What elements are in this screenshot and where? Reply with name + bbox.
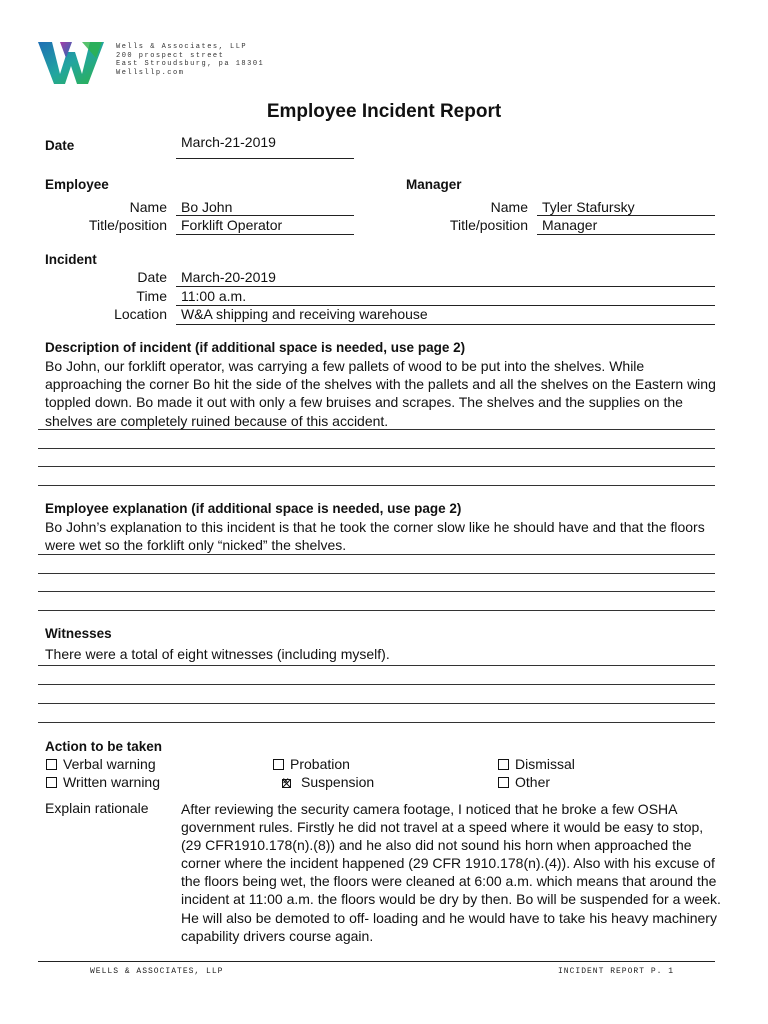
employee-title-underline [176, 234, 354, 235]
incident-date-value: March-20-2019 [181, 269, 276, 285]
witnesses-rule-3 [38, 703, 715, 704]
company-name: Wells & Associates, LLP [116, 43, 248, 51]
dismissal-checkbox[interactable] [498, 759, 509, 770]
written-warning-option[interactable] [46, 774, 160, 790]
footer-company: WELLS & ASSOCIATES, LLP [90, 967, 224, 976]
suspension-label: Suspension [301, 774, 375, 790]
witnesses-rule-1 [38, 665, 715, 666]
employee-name-label: Name [129, 199, 167, 215]
company-address [116, 43, 264, 77]
manager-name-label: Name [490, 199, 528, 215]
company-logo [36, 38, 108, 88]
explanation-rule-3 [38, 591, 715, 592]
suspension-checkbox-checked[interactable] [282, 779, 291, 788]
date-heading: Date [45, 138, 75, 153]
report-date-value: March-21-2019 [181, 134, 276, 150]
probation-option[interactable] [273, 756, 350, 772]
probation-checkbox[interactable] [273, 759, 284, 770]
rationale-text: After reviewing the security camera footage, I noticed that he broke a few OSHA government rules. Firstly he did not travel at a speed where it would be easy to stop, (29 CFR1910.178(n).(8)) and he also did not sound his horn when approached the corner where the incident happened (29 CFR 1910.178(n).(4)). Also with his excuse of the floors being wet, the floors were cleaned at 6:00 a.m. which means that around the incident at 11:00 a.m. the floors would be dry by then. Bo will be suspended for a week. He will also be demoted to off- loading and he would have to take his heavy machinery capability drivers course again. [181, 801, 721, 944]
incident-date-label: Date [137, 269, 167, 285]
incident-time-value: 11:00 a.m. [181, 288, 247, 304]
dismissal-option[interactable] [498, 756, 575, 772]
verbal-warning-option[interactable] [46, 756, 156, 772]
explanation-heading: Employee explanation (if additional space is needed, use page 2) [45, 501, 462, 516]
probation-label: Probation [290, 756, 350, 772]
manager-title-value: Manager [542, 217, 598, 233]
description-rule-1 [38, 429, 715, 430]
description-rule-2 [38, 448, 715, 449]
manager-name-underline [537, 215, 715, 216]
explanation-rule-1 [38, 554, 715, 555]
explanation-rule-2 [38, 573, 715, 574]
page-title: Employee Incident Report [266, 101, 502, 122]
description-rule-4 [38, 485, 715, 486]
dismissal-label: Dismissal [515, 756, 575, 772]
employee-name-value: Bo John [181, 199, 233, 215]
company-city: East Stroudsburg, pa 18301 [116, 60, 265, 68]
incident-heading: Incident [45, 252, 97, 267]
company-street: 200 prospect street [116, 51, 225, 60]
employee-heading: Employee [45, 177, 109, 192]
footer-rule [38, 961, 715, 962]
employee-title-label: Title/position [88, 217, 167, 233]
incident-time-label: Time [136, 288, 167, 304]
company-website: Wellsllp.com [116, 68, 185, 77]
manager-title-underline [537, 234, 715, 235]
description-heading: Description of incident (if additional space is needed, use page 2) [45, 340, 466, 355]
employee-name-underline [176, 215, 354, 216]
explanation-rule-4 [38, 610, 715, 611]
description-text: Bo John, our forklift operator, was carrying a few pallets of wood to be put into the shelves. While approaching the corner Bo hit the side of the shelves with the pallets and all the shelves on the Eastern wing toppled down. Bo made it out with only a few bruises and scrapes. The shelves and the supplies on the shelves are completely ruined because of this accident. [45, 358, 716, 429]
manager-heading: Manager [406, 177, 462, 192]
rationale-label: Explain rationale [45, 800, 149, 816]
incident-location-underline [176, 324, 715, 325]
employee-title-value: Forklift Operator [181, 217, 283, 233]
manager-title-label: Title/position [449, 217, 528, 233]
footer-page-label: INCIDENT REPORT P. 1 [558, 967, 675, 976]
incident-location-value: W&A shipping and receiving warehouse [181, 306, 428, 322]
other-checkbox[interactable] [498, 777, 509, 788]
explanation-text: Bo John’s explanation to this incident is that he took the corner slow like he should have and that the floors were wet so the forklift only “nicked” the shelves. [45, 519, 705, 554]
witnesses-heading: Witnesses [45, 626, 112, 641]
verbal-warning-label: Verbal warning [63, 756, 156, 772]
incident-date-underline [176, 286, 715, 287]
description-rule-3 [38, 466, 715, 467]
verbal-warning-checkbox[interactable] [46, 759, 57, 770]
written-warning-label: Written warning [63, 774, 161, 790]
other-option[interactable] [498, 774, 550, 790]
witnesses-text: There were a total of eight witnesses (including myself). [45, 646, 390, 662]
date-underline [176, 158, 354, 159]
incident-location-label: Location [114, 306, 167, 322]
written-warning-checkbox[interactable] [46, 777, 57, 788]
other-label: Other [515, 774, 551, 790]
manager-name-value: Tyler Stafursky [542, 199, 635, 215]
witnesses-rule-4 [38, 722, 715, 723]
suspension-option[interactable] [282, 774, 374, 790]
action-heading: Action to be taken [45, 739, 163, 754]
witnesses-rule-2 [38, 684, 715, 685]
